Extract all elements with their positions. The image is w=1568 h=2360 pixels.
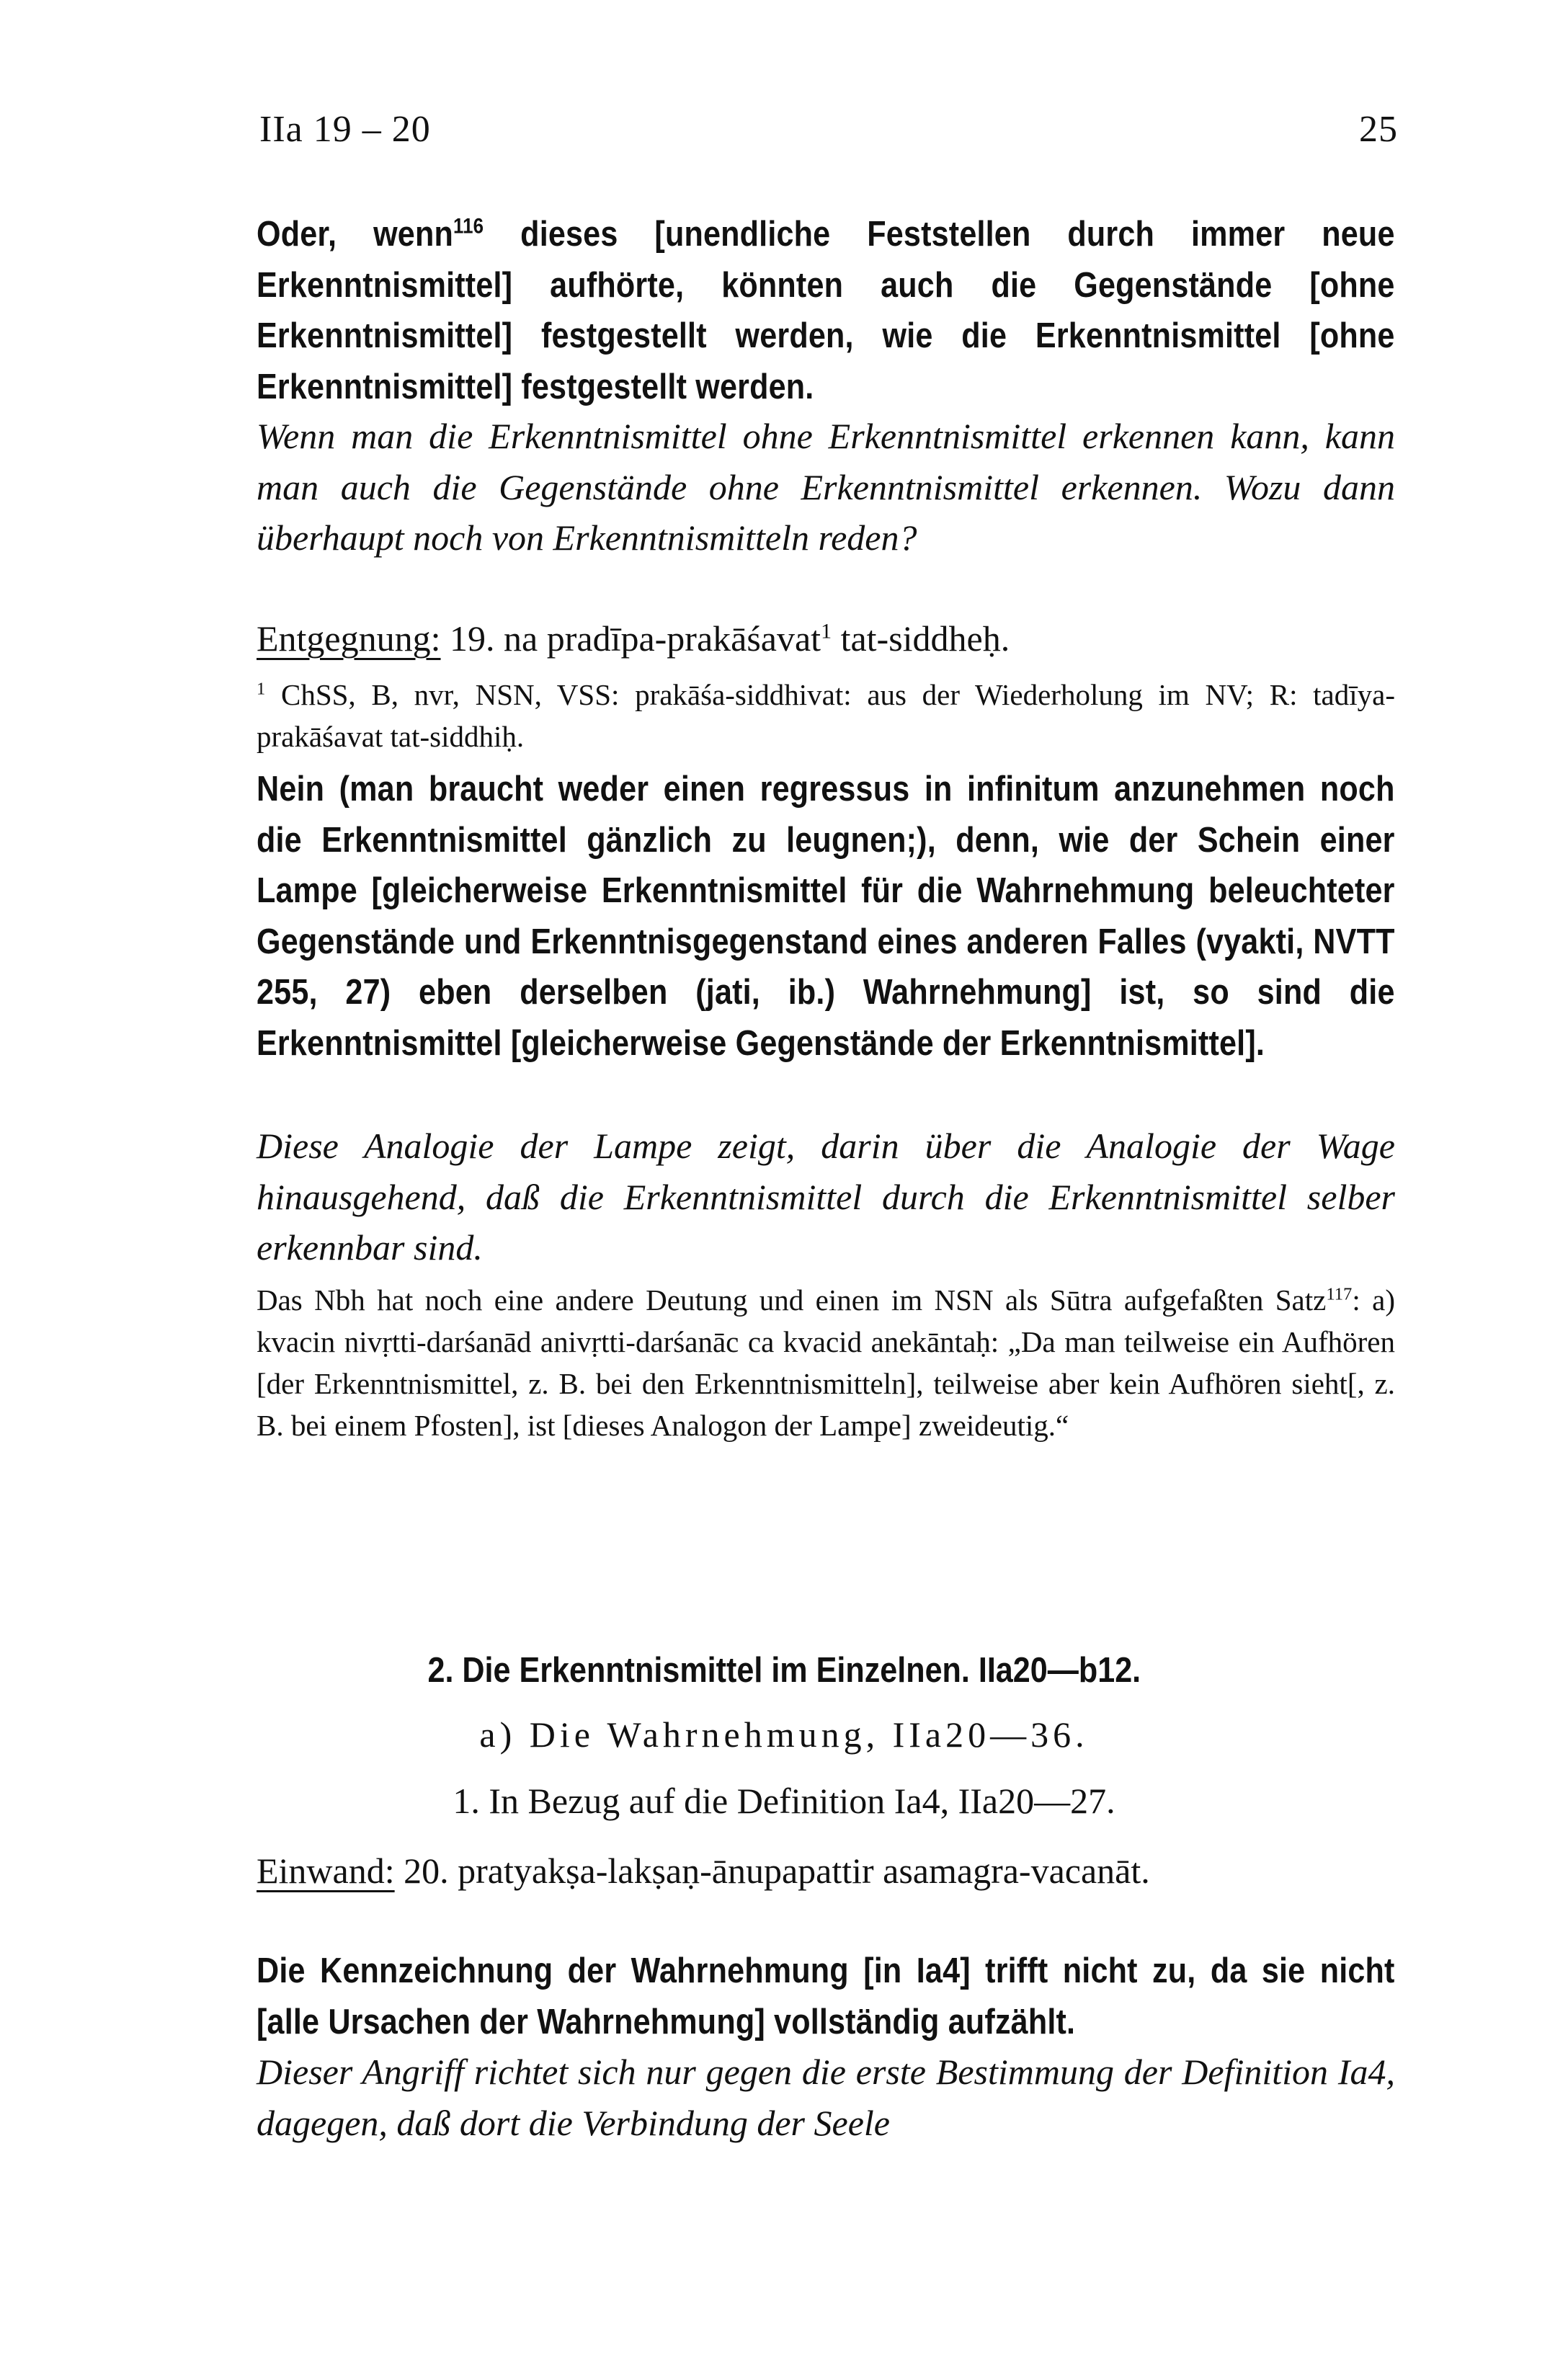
paragraph-translation-3: Die Kennzeichnung der Wahrnehmung [in Ia4] trifft nicht zu, da sie nicht [alle Ursachen der Wahrnehmung] vollständig aufzählt.: [257, 1951, 1395, 2041]
footnote-ref-117: 117: [1326, 1284, 1353, 1304]
paragraph-commentary-1: Wenn man die Erkenntnismittel ohne Erkenntnismittel erkennen kann, kann man auch die Gegenstände ohne Erkenntnismittel erkennen. Wozu dann überhaupt noch von Erkenntnismitteln reden?: [257, 416, 1395, 558]
paragraph-note: Das Nbh hat noch eine andere Deutung und einen im NSN als Sūtra aufgefaßten Satz$^{117}$: a) kvacin nivṛtti-darśanād anivṛtti-darśanāc ca kvacid anekāntaḥ: „Da man teilweise ein Aufhören [der Erkenntnismittel, z. B. bei den Erkenntnismitteln], teilweise aber kein Aufhören sieht[, z. B. bei einem Pfosten], ist [dieses Analogon der Lampe] zweideutig.“: [257, 1283, 1395, 1442]
paragraph-commentary-2: Diese Analogie der Lampe zeigt, darin über die Analogie der Wage hinausgehend, daß die Erkenntnismittel durch die Erkenntnismittel selber erkennbar sind.: [257, 1126, 1395, 1268]
sutra-19: Entgegnung: 19. na pradīpa-prakāśavat$^1$ tat-siddheḥ.: [257, 618, 1010, 659]
section-heading: 2. Die Erkenntnismittel im Einzelnen. IIa20—b12.: [427, 1651, 1141, 1690]
footnote-1: $^1$ ChSS, B, nvr, NSN, VSS: prakāśa-siddhivat: aus der Wiederholung im NV; R: tadīya-prakāśavat tat-siddhiḥ.: [257, 678, 1395, 753]
running-head: [259, 108, 1398, 151]
subsubsection-heading: 1. In Bezug auf die Definition Ia4, IIa20—27.: [453, 1781, 1115, 1821]
paragraph-translation-1: Oder, wenn$^{116}$ dieses [unendliche Feststellen durch immer neue Erkenntnismittel] aufhörte, könnten auch die Gegenstände [ohne Erkenntnismittel] festgestellt werden, wie die Erkenntnismittel [ohne Erkenntnismittel] festgestellt werden.: [257, 214, 1395, 406]
paragraph-commentary-3: Dieser Angriff richtet sich nur gegen die erste Bestimmung der Definition Ia4, dagegen, daß dort die Verbindung der Seele: [257, 2052, 1395, 2143]
subsection-heading: a) Die Wahrnehmung, IIa20—36.: [479, 1714, 1089, 1755]
sutra-20: Einwand: 20. pratyakṣa-lakṣaṇ-ānupapattir asamagra-vacanāt.: [257, 1851, 1150, 1891]
footnote-ref-116: 116: [453, 214, 484, 239]
footnote-ref-1: 1: [821, 619, 832, 644]
page-number: 25: [1359, 109, 1398, 150]
sutra-label-entgegnung: Entgegnung:: [257, 618, 441, 659]
sutra-label-einwand: Einwand:: [257, 1851, 395, 1891]
paragraph-translation-2: Nein (man braucht weder einen regressus in infinitum anzunehmen noch die Erkenntnismittel gänzlich zu leugnen;), denn, wie der Schein einer Lampe [gleicherweise Erkenntnismittel für die Wahrnehmung beleuchteter Gegenstände und Erkenntnisgegenstand eines anderen Falles (vyakti, NVTT 255, 27) eben derselben (jati, ib.) Wahrnehmung] ist, so sind die Erkenntnismittel [gleicherweise Gegenstände der Erkenntnismittel].: [257, 770, 1395, 1063]
section-reference: IIa 19 – 20: [259, 109, 431, 150]
